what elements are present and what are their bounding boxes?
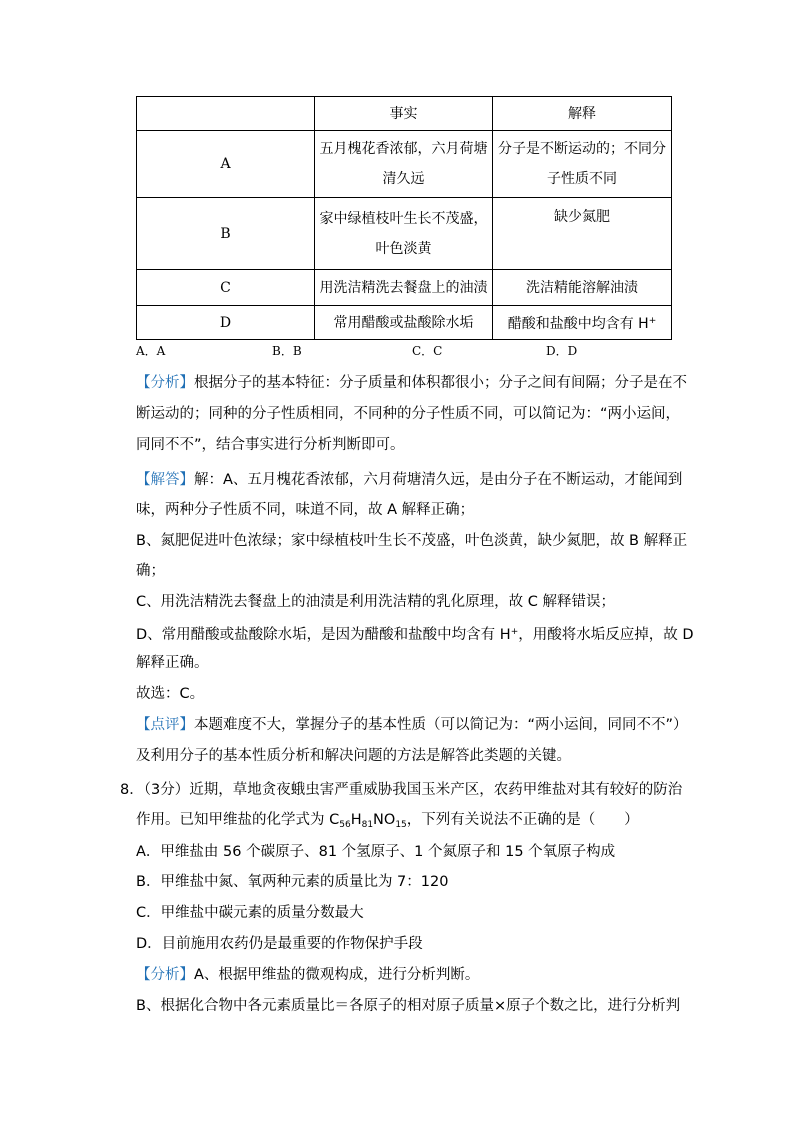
analysis-line: 断运动的；同种的分子性质相同，不同种的分子性质不同，可以简记为：“两小运间， xyxy=(136,406,681,422)
explanation-cell: 洗洁精能溶解油渍 xyxy=(493,270,672,306)
option-a: A．A xyxy=(136,344,166,358)
q8-option-a: A．甲维盐由 56 个碳原子、81 个氢原子、1 个氮原子和 15 个氧原子构成 xyxy=(136,844,616,860)
answer-line: D、常用醋酸或盐酸除水垢，是因为醋酸和盐酸中均含有 H+，用酸将水垢反应掉，故 D xyxy=(136,627,694,643)
answer-line: 【解答】解：A、五月槐花香浓郁，六月荷塘清久远，是由分子在不断运动，才能闻到 xyxy=(136,472,683,488)
comment-tag: 【点评】 xyxy=(136,717,194,733)
question-8-stem: 8．（3分）近期，草地贪夜蛾虫害严重威胁我国玉米产区，农药甲维盐对其有较好的防治 xyxy=(120,782,683,798)
answer-line: B、氮肥促进叶色浓绿；家中绿植枝叶生长不茂盛，叶色淡黄，缺少氮肥，故 B 解释正 xyxy=(136,533,688,549)
answer-line: 味，两种分子性质不同，味道不同，故 A 解释正确； xyxy=(136,502,475,518)
analysis-tag: 【分析】 xyxy=(136,375,194,391)
table-row xyxy=(137,306,672,340)
question-8-stem: 作用。已知甲维盐的化学式为 $C_{56}H_{81}NO_{15}$，下列有关说法不正确的是（ ） xyxy=(136,812,639,830)
fact-cell: 常用醋酸或盐酸除水垢 xyxy=(315,306,493,340)
option-d: D．D xyxy=(546,344,578,358)
fact-cell: 用洗洁精洗去餐盘上的油渍 xyxy=(315,270,493,306)
analysis-line: 同同不不”，结合事实进行分析判断即可。 xyxy=(136,437,405,453)
table-row xyxy=(137,198,672,270)
q8-option-b: B．甲维盐中氮、氧两种元素的质量比为 7：120 xyxy=(136,874,449,890)
table-row xyxy=(137,270,672,306)
q8-option-d: D．目前施用农药仍是最重要的作物保护手段 xyxy=(136,936,423,952)
answer-line: C、用洗洁精洗去餐盘上的油渍是利用洗洁精的乳化原理，故 C 解释错误； xyxy=(136,594,615,610)
explanation-cell: 分子是不断运动的；不同分 子性质不同 xyxy=(493,131,672,198)
analysis8-line: 【分析】A、根据甲维盐的微观构成，进行分析判断。 xyxy=(136,967,480,983)
answer-line: 解释正确。 xyxy=(136,655,209,671)
answer-line: 故选：C。 xyxy=(136,686,205,702)
table-row xyxy=(137,131,672,198)
header-fact-cell: 事实 xyxy=(315,97,493,131)
row-letter: D xyxy=(137,306,315,340)
explanation-cell: 醋酸和盐酸中均含有 H+ xyxy=(493,306,672,340)
comment-line: 【点评】本题难度不大，掌握分子的基本性质（可以简记为：“两小运间，同同不不”） xyxy=(136,717,688,733)
analysis8-line: B、根据化合物中各元素质量比＝各原子的相对原子质量×原子个数之比，进行分析判 xyxy=(136,998,681,1014)
answer-tag: 【解答】 xyxy=(136,472,194,488)
facts-table xyxy=(136,96,672,340)
row-letter: A xyxy=(137,131,315,198)
q8-option-c: C．甲维盐中碳元素的质量分数最大 xyxy=(136,905,364,921)
option-c: C．C xyxy=(412,344,443,358)
fact-cell: 五月槐花香浓郁，六月荷塘 清久远 xyxy=(315,131,493,198)
row-letter: C xyxy=(137,270,315,306)
answer-line: 确； xyxy=(136,563,165,579)
fact-cell: 家中绿植枝叶生长不茂盛， 叶色淡黄 xyxy=(315,198,493,270)
row-letter: B xyxy=(137,198,315,270)
header-explanation-cell: 解释 xyxy=(493,97,672,131)
analysis-tag: 【分析】 xyxy=(136,967,194,983)
q7-options xyxy=(136,342,676,362)
explanation-cell: 缺少氮肥 xyxy=(493,198,672,270)
comment-line: 及利用分子的基本性质分析和解决问题的方法是解答此类题的关键。 xyxy=(136,748,571,764)
header-empty-cell xyxy=(137,97,315,131)
option-b: B．B xyxy=(272,344,302,358)
analysis-line: 【分析】根据分子的基本特征：分子质量和体积都很小；分子之间有间隔；分子是在不 xyxy=(136,375,687,391)
table-header-row xyxy=(137,97,672,131)
